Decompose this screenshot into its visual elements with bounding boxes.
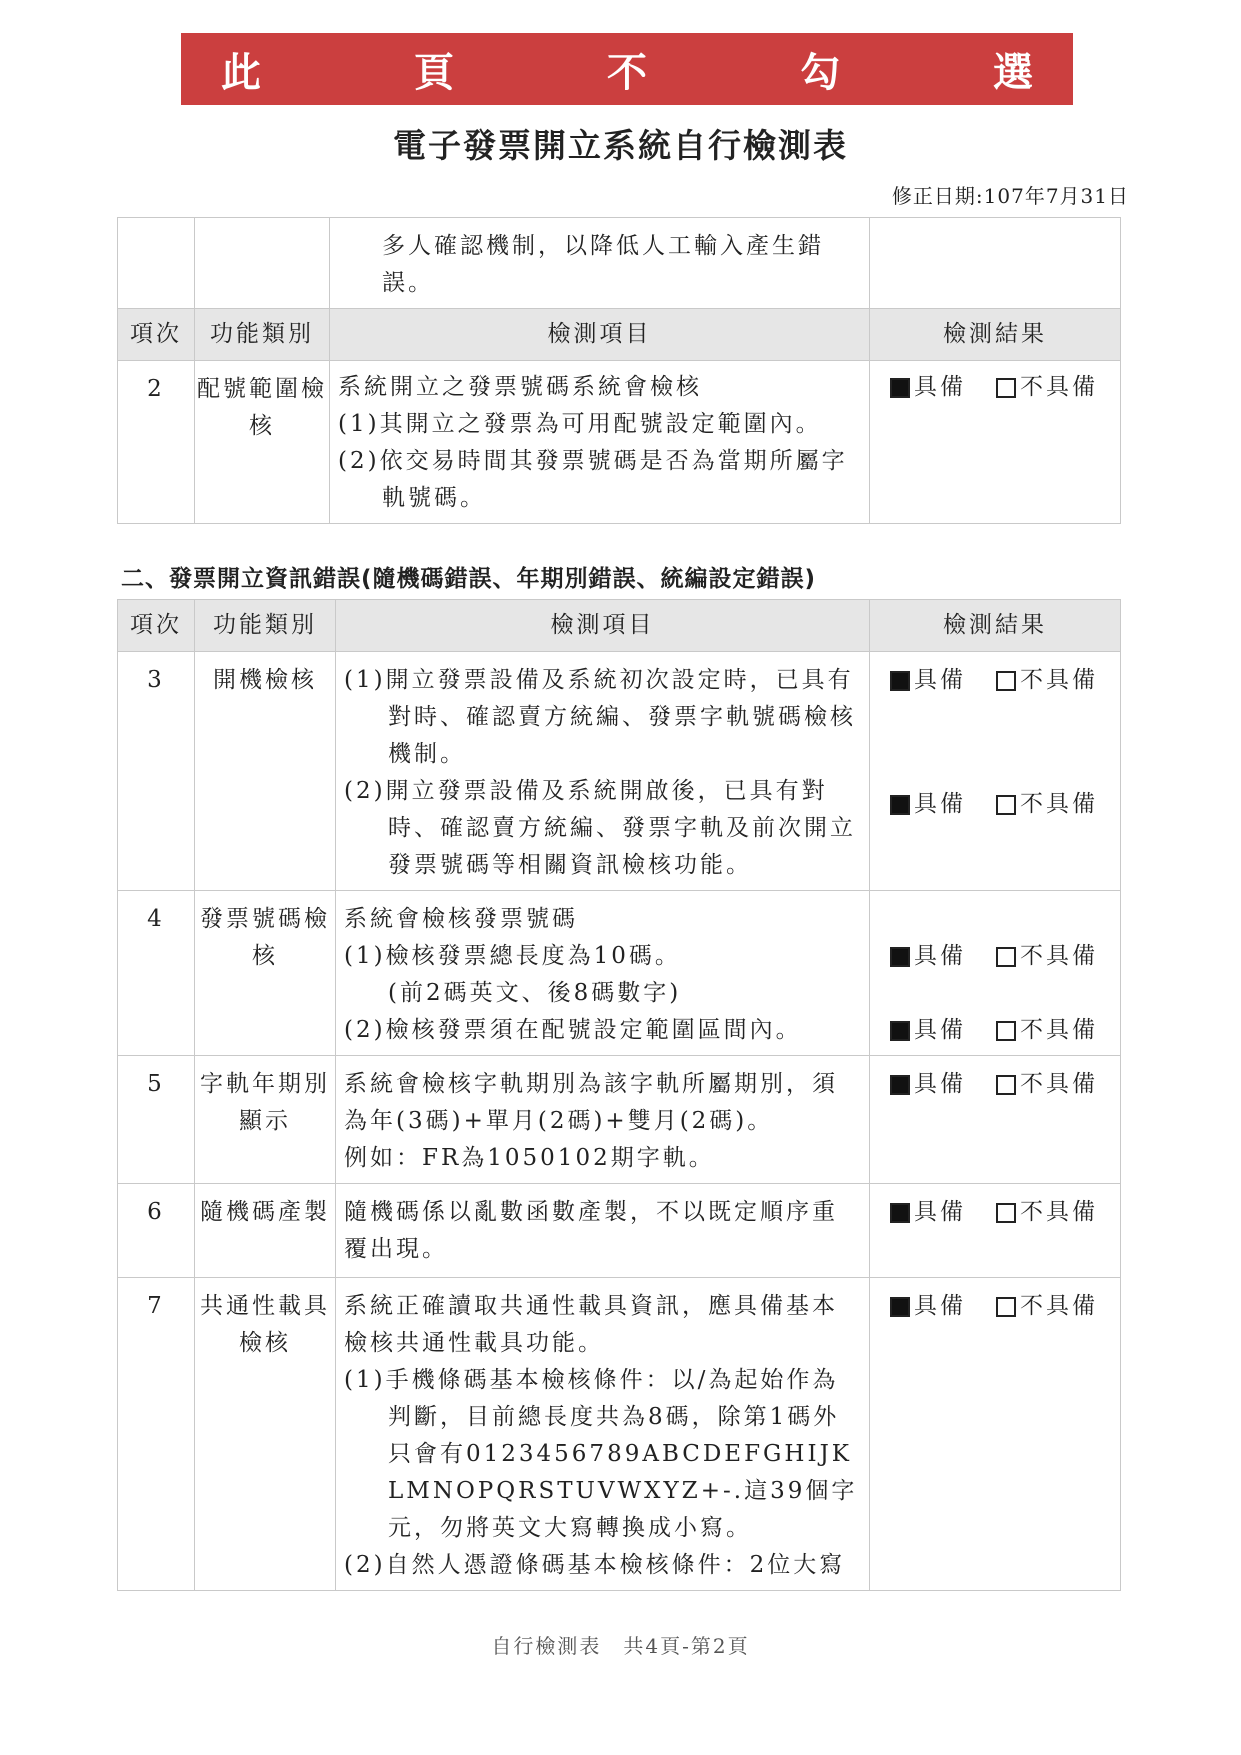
- label-yes: 具備: [914, 791, 966, 817]
- header-result: 檢測結果: [870, 309, 1121, 361]
- table-row-3: [118, 652, 1121, 891]
- checkbox-yes[interactable]: [890, 378, 910, 398]
- section-2-title: 二、發票開立資訊錯誤(隨機碼錯誤、年期別錯誤、統編設定錯誤): [121, 566, 817, 592]
- banner-char: 不: [607, 49, 647, 96]
- checkbox-yes[interactable]: [890, 671, 910, 691]
- result-options: [890, 1288, 1120, 1325]
- document-title: 電子發票開立系統自行檢測表: [393, 126, 848, 165]
- label-no: 不具備: [1020, 943, 1098, 969]
- row-category: 發票號碼檢核: [195, 891, 336, 1056]
- label-yes: 具備: [914, 374, 966, 400]
- label-no: 不具備: [1020, 1017, 1098, 1043]
- header-no: 項次: [118, 309, 195, 361]
- row-no: 5: [118, 1056, 195, 1184]
- label-no: 不具備: [1020, 374, 1098, 400]
- checkbox-yes[interactable]: [890, 795, 910, 815]
- banner-char: 選: [993, 49, 1033, 96]
- item-note: (前2碼英文、後8碼數字): [388, 980, 682, 1006]
- row-no: 4: [118, 891, 195, 1056]
- item-point: (2)檢核發票須在配號設定範圍區間內。: [344, 1017, 802, 1043]
- item-point: (2)自然人憑證條碼基本檢核條件：2位大寫: [344, 1552, 846, 1578]
- checkbox-yes[interactable]: [890, 1203, 910, 1223]
- item-point: (1)其開立之發票為可用配號設定範圍內。: [338, 411, 822, 437]
- item-example: 例如：FR為1050102期字軌。: [344, 1145, 715, 1171]
- row-category: 共通性載具檢核: [195, 1278, 336, 1591]
- label-yes: 具備: [914, 943, 966, 969]
- table-row-5: [118, 1056, 1121, 1184]
- item-point: (2)依交易時間其發票號碼是否為當期所屬字軌號碼。: [338, 448, 848, 511]
- row-category: 開機檢核: [195, 652, 336, 891]
- banner-char: 勾: [800, 49, 840, 96]
- checkbox-yes[interactable]: [890, 1075, 910, 1095]
- item-lead: 系統開立之發票號碼系統會檢核: [338, 374, 702, 400]
- item-text: 隨機碼係以亂數函數產製，不以既定順序重覆出現。: [344, 1199, 838, 1262]
- checklist-table-2: [117, 599, 1121, 1591]
- row-no: 6: [118, 1184, 195, 1278]
- row-no: 7: [118, 1278, 195, 1591]
- header-category: 功能類別: [195, 600, 336, 652]
- result-options: [890, 1194, 1120, 1231]
- result-options: [890, 1012, 1120, 1049]
- result-options: [890, 1066, 1120, 1103]
- result-options: [890, 662, 1120, 699]
- item-lead: 系統會檢核發票號碼: [344, 906, 578, 932]
- revision-date: 修正日期:107年7月31日: [891, 184, 1129, 208]
- row-category: 配號範圍檢核: [195, 361, 330, 524]
- checkbox-no[interactable]: [996, 947, 1016, 967]
- checkbox-yes[interactable]: [890, 1021, 910, 1041]
- do-not-check-banner: [181, 33, 1073, 105]
- checkbox-no[interactable]: [996, 1203, 1016, 1223]
- label-no: 不具備: [1020, 1199, 1098, 1225]
- label-yes: 具備: [914, 1293, 966, 1319]
- table-row-7: [118, 1278, 1121, 1591]
- table-row-4: [118, 891, 1121, 1056]
- checkbox-no[interactable]: [996, 1075, 1016, 1095]
- checkbox-yes[interactable]: [890, 1297, 910, 1317]
- label-yes: 具備: [914, 667, 966, 693]
- table-row-2: [118, 361, 1121, 524]
- item-point: (1)手機條碼基本檢核條件：以/為起始作為判斷，目前總長度共為8碼，除第1碼外只會有0123456789ABCDEFGHIJKLMNOPQRSTUVWXYZ+-.這39個字元，勿將英文大寫轉換成小寫。: [344, 1367, 858, 1541]
- table-row-continued: [118, 218, 1121, 309]
- continued-item-text: 多人確認機制，以降低人工輸入產生錯誤。: [382, 233, 824, 296]
- checkbox-yes[interactable]: [890, 947, 910, 967]
- row-no: 3: [118, 652, 195, 891]
- header-no: 項次: [118, 600, 195, 652]
- checkbox-no[interactable]: [996, 671, 1016, 691]
- table-header-row: [118, 309, 1121, 361]
- label-yes: 具備: [914, 1071, 966, 1097]
- label-no: 不具備: [1020, 667, 1098, 693]
- table-row-6: [118, 1184, 1121, 1278]
- label-yes: 具備: [914, 1017, 966, 1043]
- item-point: (1)檢核發票總長度為10碼。: [344, 943, 681, 969]
- label-no: 不具備: [1020, 1293, 1098, 1319]
- result-options: [890, 786, 1120, 823]
- label-yes: 具備: [914, 1199, 966, 1225]
- header-item: 檢測項目: [336, 600, 870, 652]
- checklist-table-1: [117, 217, 1121, 524]
- checkbox-no[interactable]: [996, 1021, 1016, 1041]
- page-footer: 自行檢測表 共4頁-第2頁: [491, 1634, 750, 1658]
- row-category: 字軌年期別顯示: [195, 1056, 336, 1184]
- header-category: 功能類別: [195, 309, 330, 361]
- table-header-row: [118, 600, 1121, 652]
- banner-char: 頁: [414, 49, 454, 96]
- banner-char: 此: [221, 49, 261, 96]
- item-text: 系統會檢核字軌期別為該字軌所屬期別，須為年(3碼)+單月(2碼)+雙月(2碼)。: [344, 1071, 838, 1134]
- header-item: 檢測項目: [330, 309, 870, 361]
- checkbox-no[interactable]: [996, 1297, 1016, 1317]
- item-point: (1)開立發票設備及系統初次設定時，已具有對時、確認賣方統編、發票字軌號碼檢核機制。: [344, 667, 856, 767]
- row-category: 隨機碼產製: [195, 1184, 336, 1278]
- item-lead: 系統正確讀取共通性載具資訊，應具備基本檢核共通性載具功能。: [344, 1293, 838, 1356]
- label-no: 不具備: [1020, 791, 1098, 817]
- checkbox-no[interactable]: [996, 378, 1016, 398]
- label-no: 不具備: [1020, 1071, 1098, 1097]
- header-result: 檢測結果: [870, 600, 1121, 652]
- checkbox-no[interactable]: [996, 795, 1016, 815]
- result-options: [890, 369, 1120, 406]
- item-point: (2)開立發票設備及系統開啟後，已具有對時、確認賣方統編、發票字軌及前次開立發票號碼等相關資訊檢核功能。: [344, 778, 856, 878]
- result-options: [890, 938, 1120, 975]
- row-no: 2: [118, 361, 195, 524]
